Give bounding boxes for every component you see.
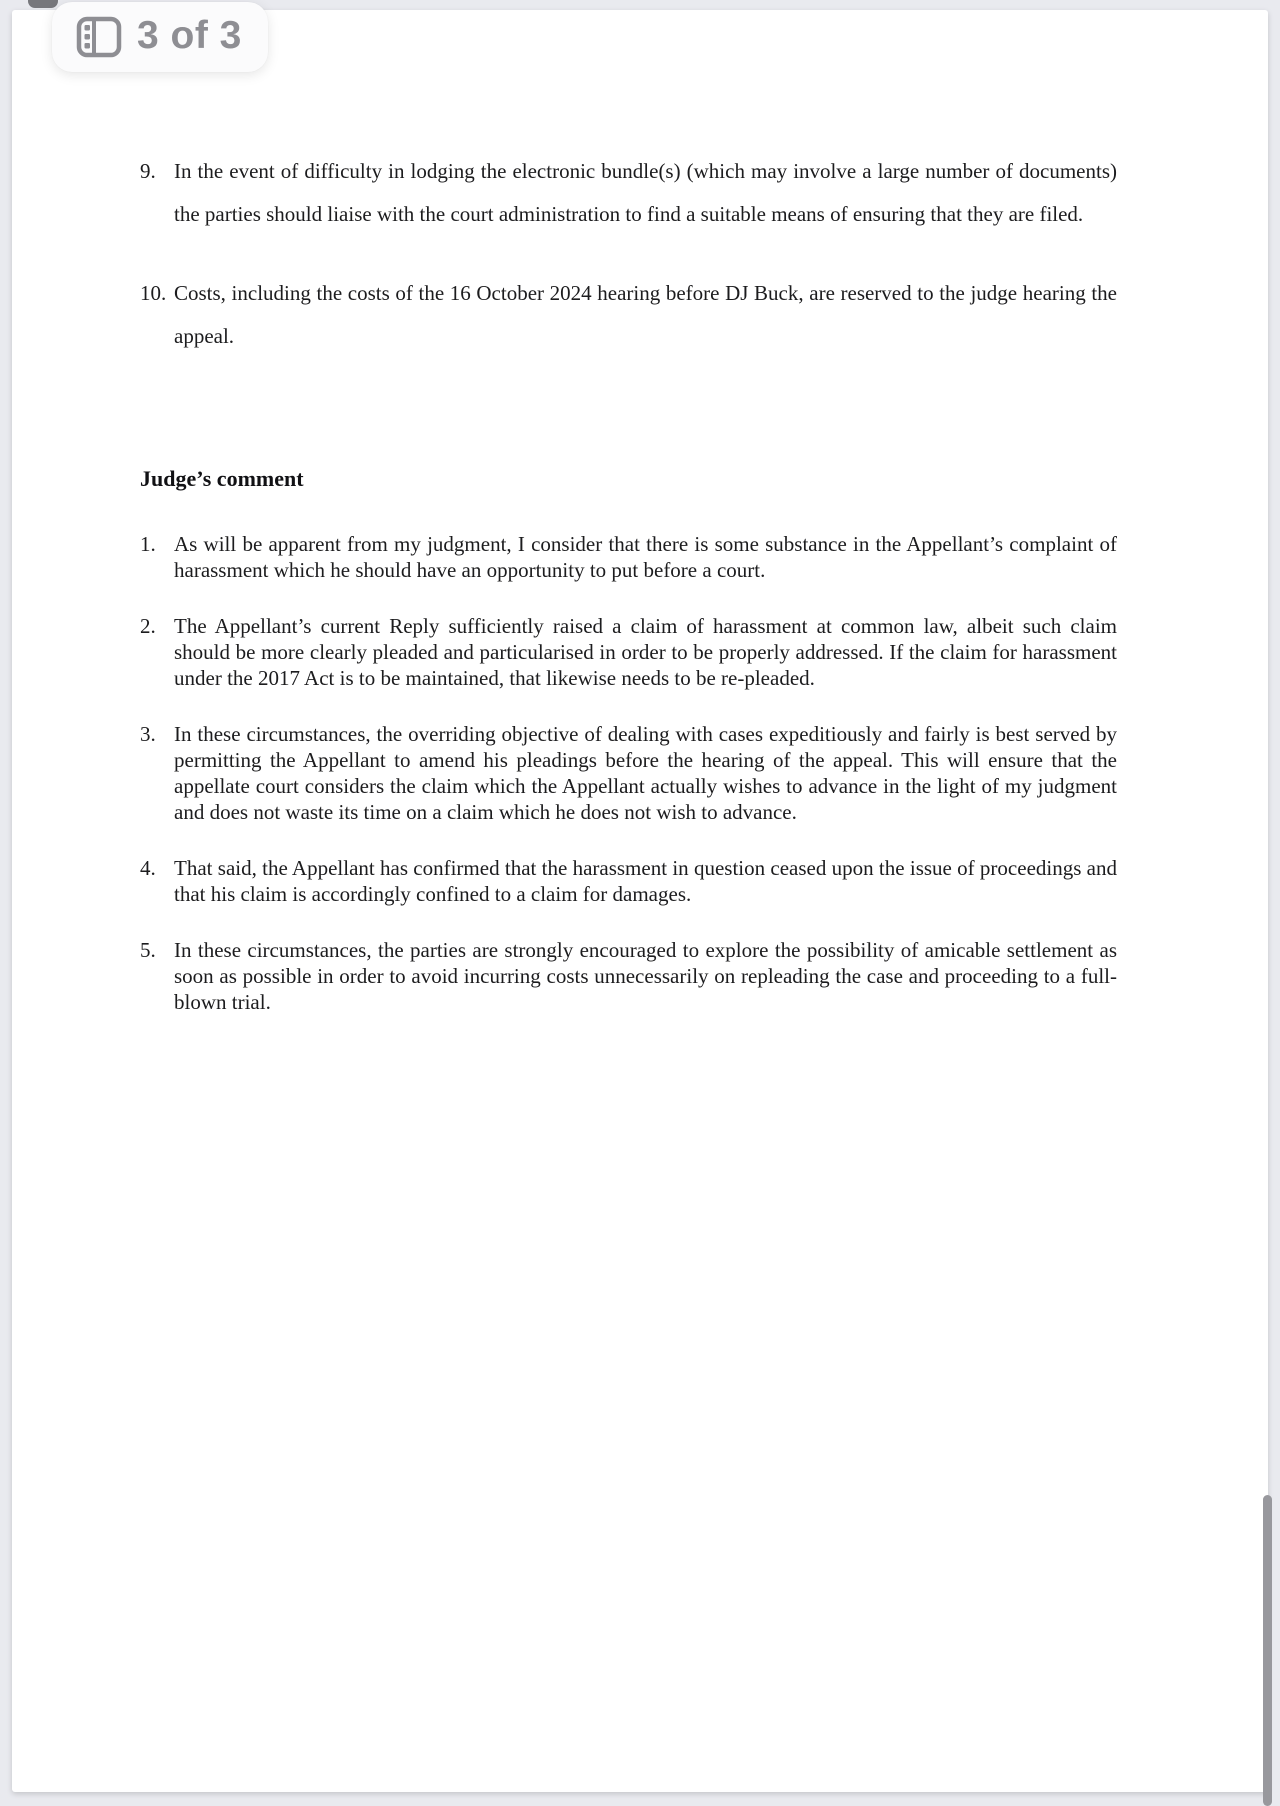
item-number: 4. — [140, 856, 156, 880]
item-text: In these circumstances, the parties are strongly encouraged to explore the possibility of amicable settlement as soon as possible in order to avoid incurring costs unnecessarily on repleading the case and proceeding to a full-blown trial. — [174, 938, 1117, 1014]
page-thumbnails-icon — [76, 16, 122, 58]
item-number: 1. — [140, 532, 156, 556]
item-number: 9. — [140, 159, 156, 183]
item-text: In these circumstances, the overriding objective of dealing with cases expeditiously and fairly is best served by permitting the Appellant to amend his pleadings before the hearing of the appeal. This will ensure that the appellate court considers the claim which the Appellant actually wishes to advance in the light of my judgment and does not waste its time on a claim which he does not wish to advance. — [174, 722, 1117, 824]
comment-item-4 — [140, 855, 1117, 907]
section-heading: Judge’s comment — [140, 466, 304, 491]
comment-item-2 — [140, 613, 1117, 691]
item-text: As will be apparent from my judgment, I consider that there is some substance in the Appellant’s complaint of harassment which he should have an opportunity to put before a court. — [174, 532, 1117, 582]
item-text: In the event of difficulty in lodging the electronic bundle(s) (which may involve a large number of documents) the parties should liaise with the court administration to find a suitable means of ensuring that they are filed. — [174, 159, 1117, 226]
document-content — [140, 150, 1117, 1015]
comment-item-1 — [140, 531, 1117, 583]
item-number: 5. — [140, 938, 156, 962]
order-item-9 — [140, 150, 1117, 236]
item-text: That said, the Appellant has confirmed that the harassment in question ceased upon the issue of proceedings and that his claim is accordingly confined to a claim for damages. — [174, 856, 1117, 906]
page-count-badge[interactable] — [52, 2, 268, 72]
scrollbar-thumb[interactable] — [1263, 1495, 1272, 1806]
order-item-10 — [140, 272, 1117, 358]
item-text: The Appellant’s current Reply sufficiently raised a claim of harassment at common law, albeit such claim should be more clearly pleaded and particularised in order to be properly addressed. If the claim for harassment under the 2017 Act is to be maintained, that likewise needs to be re-pleaded. — [174, 614, 1117, 690]
item-text: Costs, including the costs of the 16 October 2024 hearing before DJ Buck, are reserved to the judge hearing the appeal. — [174, 281, 1117, 348]
item-number: 10. — [140, 281, 167, 305]
comment-item-3 — [140, 721, 1117, 825]
item-number: 3. — [140, 722, 156, 746]
comment-item-5 — [140, 937, 1117, 1015]
document-page — [12, 10, 1268, 1792]
cutoff-overlay-corner — [28, 0, 58, 8]
page-count-label: 3 of 3 — [137, 14, 242, 57]
item-number: 2. — [140, 614, 156, 638]
